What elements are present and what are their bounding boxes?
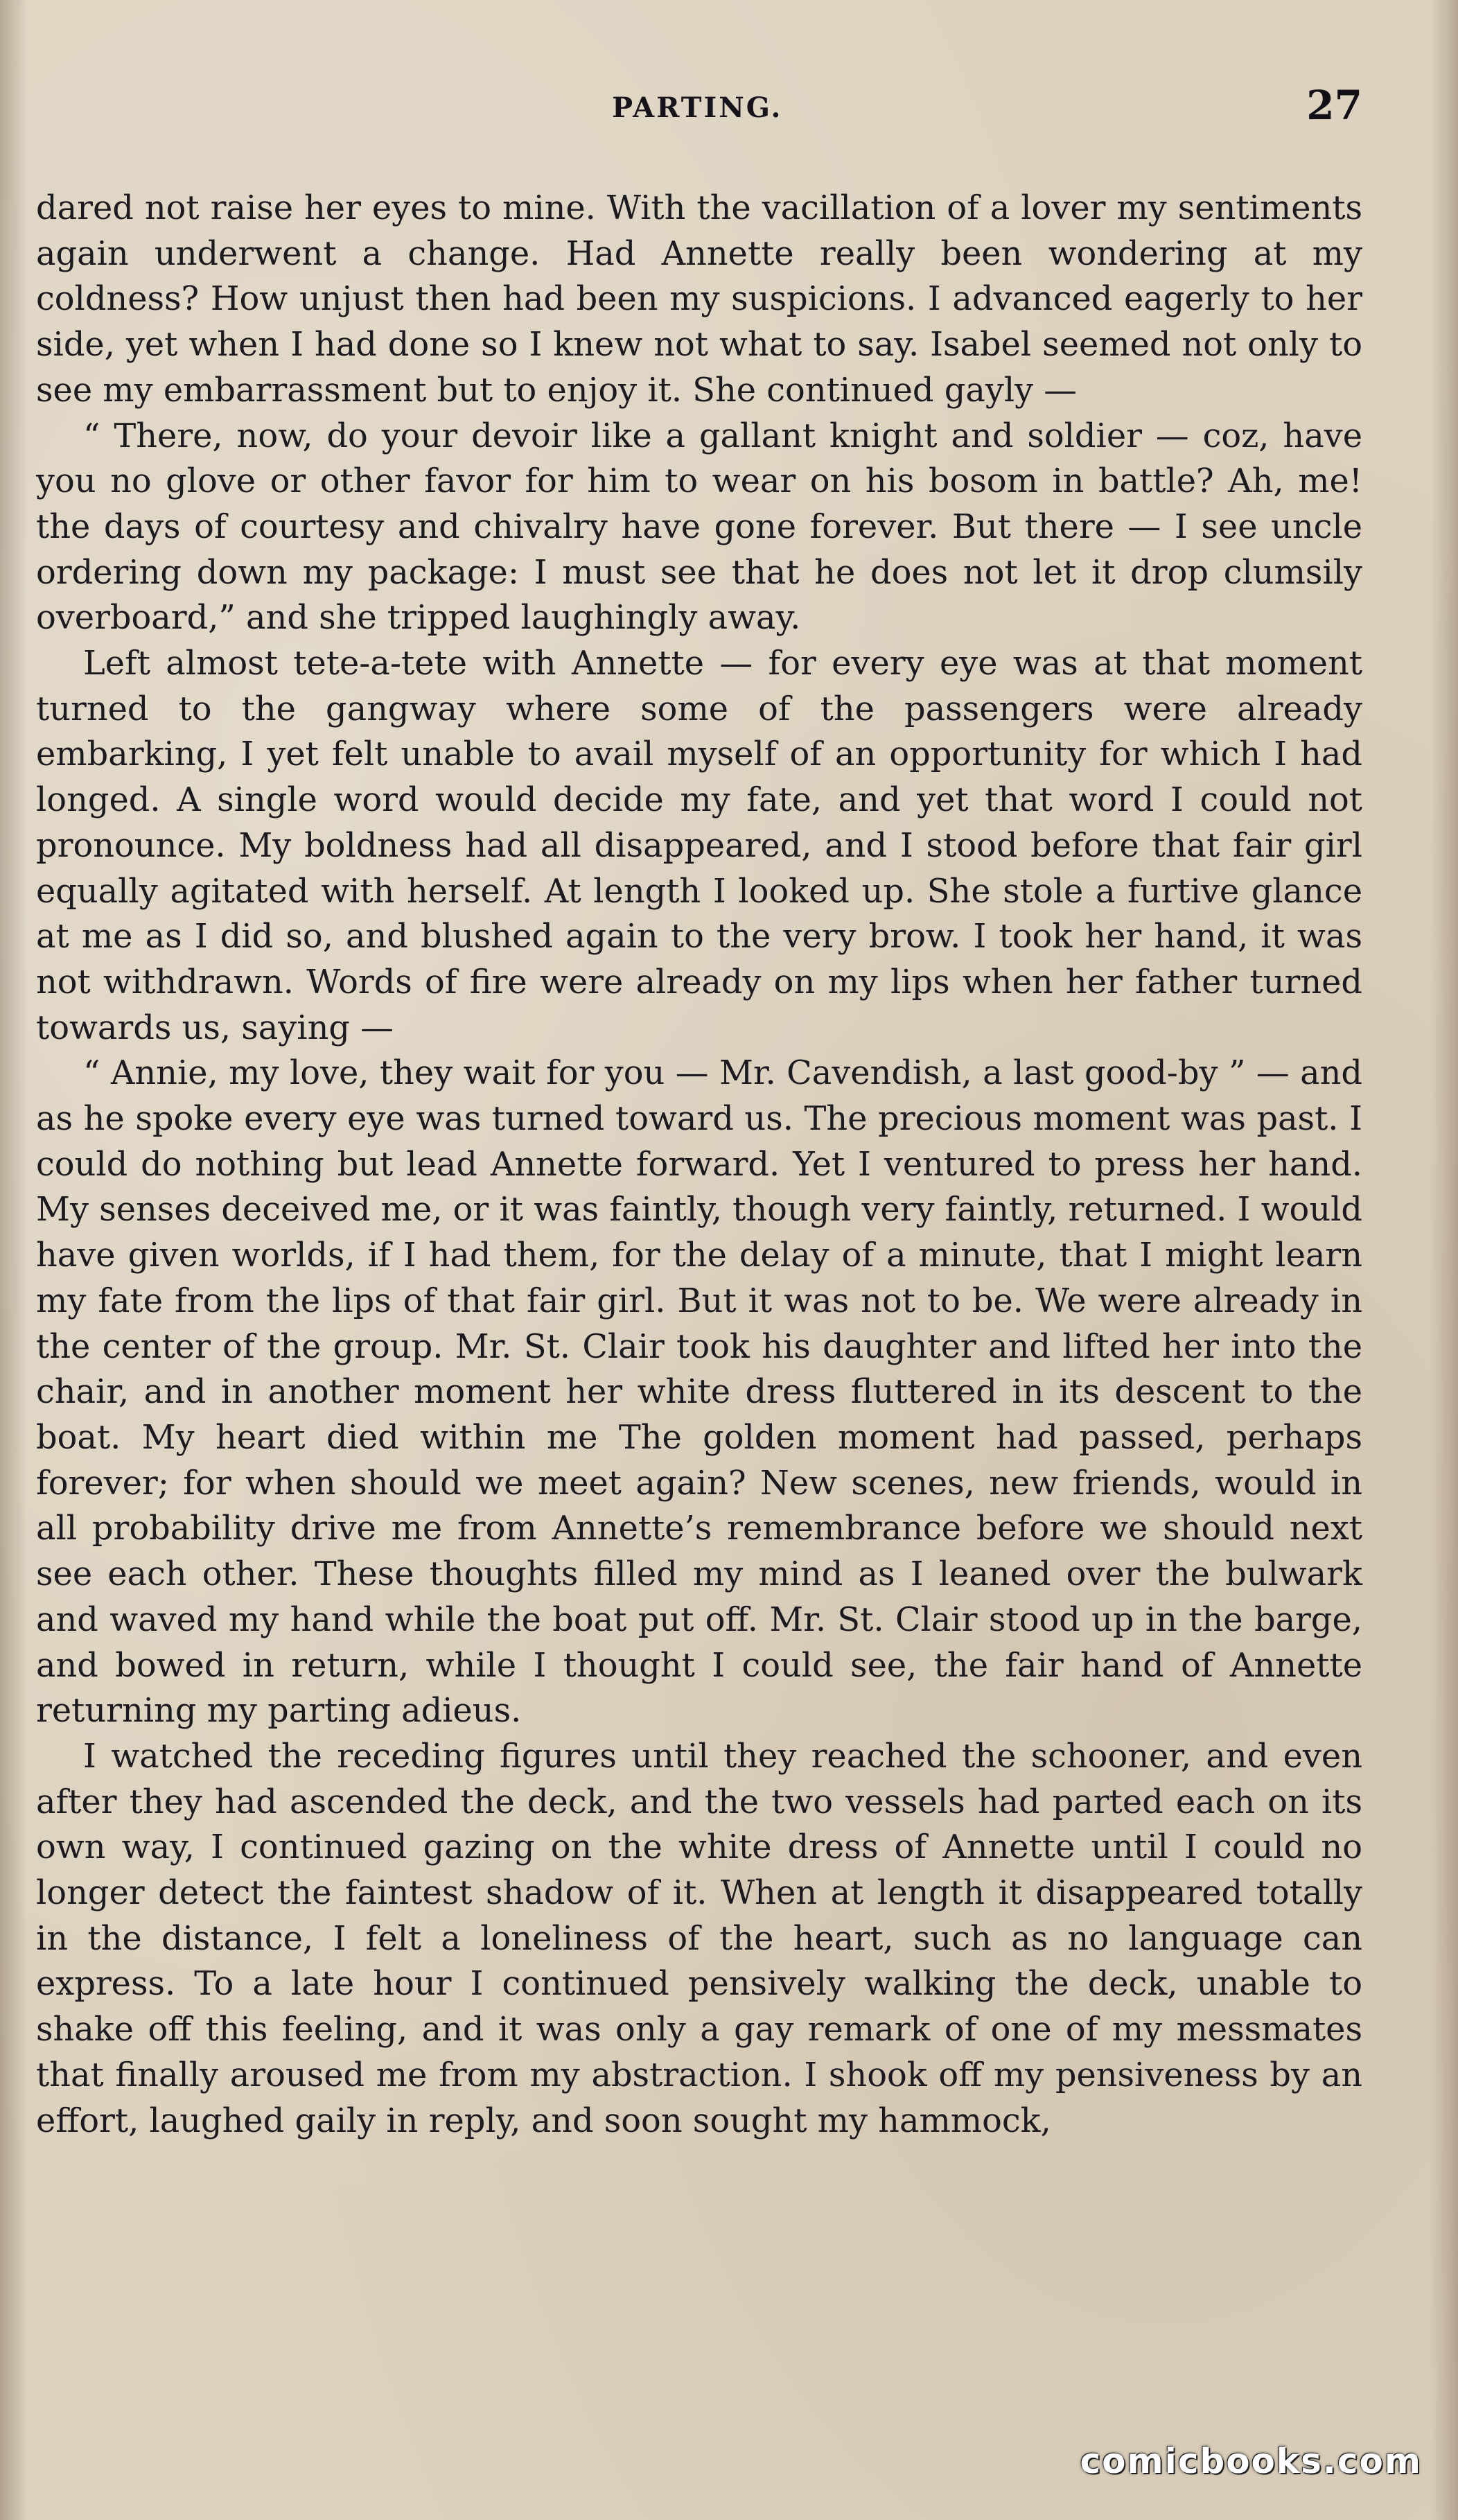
body-text xyxy=(36,186,1362,2144)
running-title: PARTING. xyxy=(612,91,783,124)
paragraph: “ Annie, my love, they wait for you — Mr. Cavendish, a last good-by ” — and as he spoke every eye was turned toward us. The precious moment was past. I could do nothing but lead Annette forward. Yet I ventured to press her hand. My senses deceived me, or it was faintly, though very faintly, returned. I would have given worlds, if I had them, for the delay of a minute, that I might learn my fate from the lips of that fair girl. But it was not to be. We were already in the center of the group. Mr. St. Clair took his daughter and lifted her into the chair, and in another moment her white dress fluttered in its descent to the boat. My heart died within me The golden moment had passed, perhaps forever; for when should we meet again? New scenes, new friends, would in all probability drive me from Annette’s remembrance before we should next see each other. These thoughts filled my mind as I leaned over the bulwark and waved my hand while the boat put off. Mr. St. Clair stood up in the barge, and bowed in return, while I thought I could see, the fair hand of Annette returning my parting adieus. xyxy=(36,1054,1362,1731)
paragraph: Left almost tete-a-tete with Annette — for every eye was at that moment turned to the gangway where some of the passengers were already embarking, I yet felt unable to avail myself of an opportunity for which I had longed. A single word would decide my fate, and yet that word I could not pronounce. My boldness had all disappeared, and I stood before that fair girl equally agitated with herself. At length I looked up. She stole a furtive glance at me as I did so, and blushed again to the very brow. I took her hand, it was not withdrawn. Words of fire were already on my lips when her father turned towards us, saying — xyxy=(36,645,1362,1047)
running-head xyxy=(0,82,1458,137)
page-number: 27 xyxy=(1306,82,1362,129)
paragraph: “ There, now, do your devoir like a gallant knight and soldier — coz, have you no glove or other favor for him to wear on his bosom in battle? Ah, me! the days of courtesy and chivalry have gone forever. But there — I see uncle ordering down my package: I must see that he does not let it drop clumsily overboard,” and she tripped laughingly away. xyxy=(36,417,1362,638)
paragraph: I watched the receding figures until they reached the schooner, and even after they had ascended the deck, and the two vessels had parted each on its own way, I continued gazing on the white dress of Annette until I could no longer detect the faintest shadow of it. When at length it disappeared totally in the distance, I felt a loneliness of the heart, such as no language can express. To a late hour I continued pensively walking the deck, unable to shake off this feeling, and it was only a gay remark of one of my messmates that finally aroused me from my abstraction. I shook off my pensiveness by an effort, laughed gaily in reply, and soon sought my hammock, xyxy=(36,1737,1362,2140)
watermark: comicbooks.com xyxy=(1080,2441,1422,2481)
paragraph: dared not raise her eyes to mine. With the vacillation of a lover my sentiments again underwent a change. Had Annette really been wondering at my coldness? How unjust then had been my suspicions. I advanced eagerly to her side, yet when I had done so I knew not what to say. Isabel seemed not only to see my embarrassment but to enjoy it. She continued gayly — xyxy=(36,189,1362,410)
